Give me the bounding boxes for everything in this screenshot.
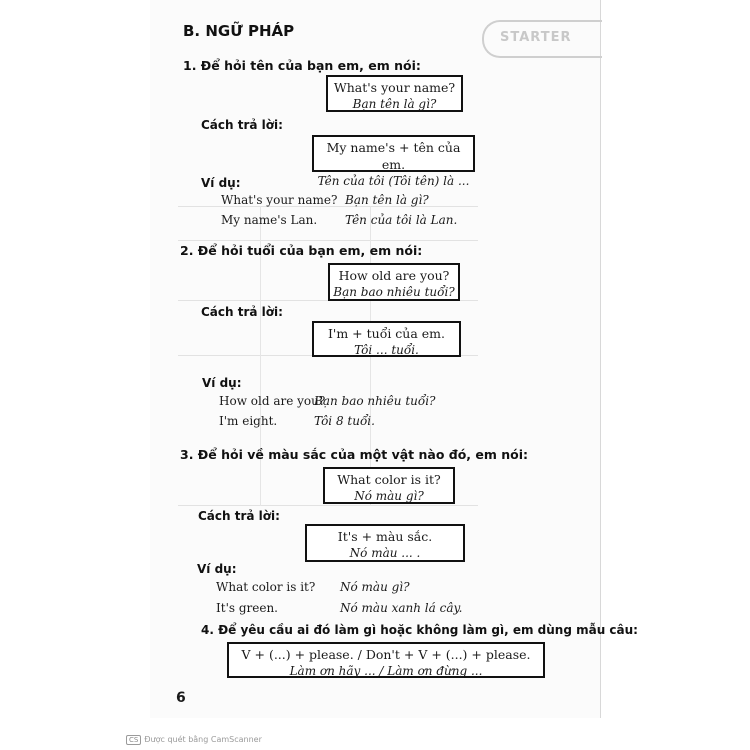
answer-label: Cách trả lời: bbox=[198, 509, 280, 523]
pattern-english: V + (...) + please. / Don't + V + (...) + please. bbox=[241, 647, 531, 662]
pattern-vietnamese: Bạn tên là gì? bbox=[352, 97, 437, 111]
example-vietnamese: Tên của tôi là Lan. bbox=[345, 213, 458, 227]
page-number: 6 bbox=[176, 690, 186, 706]
question-1-heading: 1. Để hỏi tên của bạn em, em nói: bbox=[183, 58, 421, 73]
pattern-vietnamese: Làm ơn hãy ... / Làm ơn đừng ... bbox=[289, 664, 483, 678]
example-english: My name's Lan. bbox=[221, 213, 318, 227]
example-label: Ví dụ: bbox=[197, 562, 237, 576]
pattern-english: How old are you? bbox=[338, 268, 450, 283]
pattern-vietnamese: Nó màu ... . bbox=[349, 546, 421, 560]
example-english: I'm eight. bbox=[219, 414, 278, 428]
example-english: How old are you? bbox=[219, 394, 326, 408]
bleed-through-tab: STARTER bbox=[482, 20, 602, 58]
example-english: What's your name? bbox=[221, 193, 338, 207]
example-vietnamese: Bạn tên là gì? bbox=[345, 193, 429, 207]
pattern-english: It's + màu sắc. bbox=[337, 529, 433, 544]
question-4-heading: 4. Để yêu cầu ai đó làm gì hoặc không làm gì, em dùng mẫu câu: bbox=[201, 623, 638, 637]
answer-1-pattern-box bbox=[312, 135, 475, 188]
pattern-vietnamese: Nó màu gì? bbox=[354, 489, 424, 503]
answer-label: Cách trả lời: bbox=[201, 118, 283, 132]
example-vietnamese: Nó màu xanh lá cây. bbox=[340, 601, 463, 615]
pattern-vietnamese: Tên của tôi (Tôi tên) là ... bbox=[317, 174, 470, 188]
question-1-pattern-box bbox=[326, 75, 463, 112]
example-english: It's green. bbox=[216, 601, 278, 615]
example-vietnamese: Tôi 8 tuổi. bbox=[314, 414, 375, 428]
pattern-english: My name's + tên của em. bbox=[326, 140, 461, 172]
bleed-through-rule bbox=[178, 240, 478, 241]
camscanner-icon: CS bbox=[126, 735, 141, 745]
question-2-pattern-box bbox=[328, 263, 460, 301]
pattern-english: What color is it? bbox=[337, 472, 441, 487]
example-vietnamese: Bạn bao nhiêu tuổi? bbox=[314, 394, 436, 408]
example-english: What color is it? bbox=[216, 580, 316, 594]
example-label: Ví dụ: bbox=[202, 376, 242, 390]
pattern-vietnamese: Tôi ... tuổi. bbox=[354, 343, 419, 357]
question-4-pattern-box bbox=[227, 642, 545, 678]
question-3-heading: 3. Để hỏi về màu sắc của một vật nào đó, em nói: bbox=[180, 447, 529, 462]
question-3-pattern-box bbox=[323, 467, 455, 504]
answer-3-pattern-box bbox=[305, 524, 465, 562]
pattern-english: I'm + tuổi của em. bbox=[327, 326, 446, 341]
scanner-watermark bbox=[126, 735, 262, 745]
example-label: Ví dụ: bbox=[201, 176, 241, 190]
pattern-vietnamese: Bạn bao nhiêu tuổi? bbox=[333, 285, 455, 299]
question-2-heading: 2. Để hỏi tuổi của bạn em, em nói: bbox=[180, 243, 423, 258]
answer-label: Cách trả lời: bbox=[201, 305, 283, 319]
answer-2-pattern-box bbox=[312, 321, 461, 357]
bleed-through-rule bbox=[178, 505, 478, 506]
scanner-watermark-text: Được quét bằng CamScanner bbox=[144, 735, 262, 744]
pattern-english: What's your name? bbox=[333, 80, 456, 95]
section-title: B. NGỮ PHÁP bbox=[183, 22, 295, 40]
example-vietnamese: Nó màu gì? bbox=[340, 580, 410, 594]
